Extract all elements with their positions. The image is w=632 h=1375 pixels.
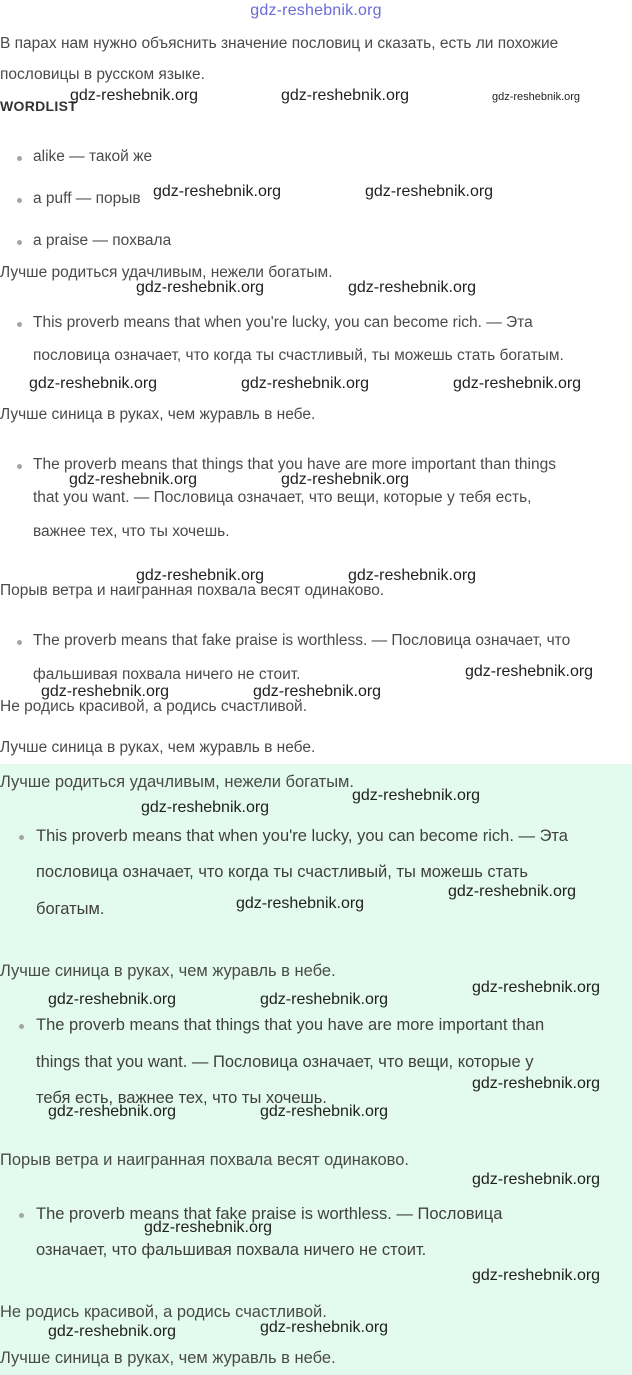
bullet [19,1213,24,1218]
watermark: gdz-reshebnik.org [348,567,477,584]
bullet [17,198,22,203]
proverb-text: фальшивая похвала ничего не стоит. [33,666,301,683]
proverb-text: означает, что фальшивая похвала ничего не стоит. [36,1241,427,1259]
proverb-title: Лучше родиться удачливым, нежели богатым. [0,264,333,281]
watermark: gdz-reshebnik.org [136,567,265,584]
watermark: gdz-reshebnik.org [492,91,581,103]
watermark: gdz-reshebnik.org [253,683,382,700]
proverb-text: богатым. [36,900,105,918]
watermark: gdz-reshebnik.org [465,663,594,680]
watermark: gdz-reshebnik.org [448,883,577,900]
proverb-title: Лучше родиться удачливым, нежели богатым. [0,773,354,791]
watermark: gdz-reshebnik.org [352,787,481,804]
watermark: gdz-reshebnik.org [348,279,477,296]
bullet [19,1024,24,1029]
watermark: gdz-reshebnik.org [453,375,582,392]
watermark: gdz-reshebnik.org [472,1267,601,1284]
proverb-title: Лучше синица в руках, чем журавль в небе. [0,1349,336,1367]
wordlist-title: WORDLIST [0,98,78,114]
watermark: gdz-reshebnik.org [70,87,199,104]
intro-line-2: пословицы в русском языке. [0,66,205,83]
watermark: gdz-reshebnik.org [260,991,389,1008]
watermark: gdz-reshebnik.org [41,683,170,700]
proverb-title: Не родись красивой, а родись счастливой. [0,698,308,715]
proverb-text: The proverb means that fake praise is worthless. — Пословица [36,1205,503,1223]
proverb-text: This proverb means that when you're lucky, you can become rich. — Эта [36,827,568,845]
watermark: gdz-reshebnik.org [144,1219,273,1236]
proverb-title: Лучше синица в руках, чем журавль в небе. [0,739,316,756]
wordlist-item: a puff — порыв [33,190,141,207]
watermark: gdz-reshebnik.org [472,1171,601,1188]
watermark: gdz-reshebnik.org [472,979,601,996]
watermark: gdz-reshebnik.org [48,1323,177,1340]
watermark: gdz-reshebnik.org [141,799,270,816]
proverb-title: Не родись красивой, а родись счастливой. [0,1303,327,1321]
proverb-title: Порыв ветра и наигранная похвала весят одинаково. [0,1151,409,1169]
watermark: gdz-reshebnik.org [153,183,282,200]
bullet [17,156,22,161]
wordlist-item: alike — такой же [33,148,153,165]
intro-line-1: В парах нам нужно объяснить значение пословиц и сказать, есть ли похожие [0,35,559,52]
watermark: gdz-reshebnik.org [365,183,494,200]
watermark: gdz-reshebnik.org [281,471,410,488]
watermark: gdz-reshebnik.org [260,1319,389,1336]
proverb-text: things that you want. — Пословица означает, что вещи, которые у [36,1053,534,1071]
proverb-title: Лучше синица в руках, чем журавль в небе. [0,406,316,423]
watermark: gdz-reshebnik.org [241,375,370,392]
proverb-text: тебя есть, важнее тех, что ты хочешь. [36,1089,327,1107]
watermark: gdz-reshebnik.org [48,991,177,1008]
watermark: gdz-reshebnik.org [281,87,410,104]
site-header: gdz-reshebnik.org [250,2,382,19]
watermark: gdz-reshebnik.org [136,279,265,296]
bullet [17,240,22,245]
proverb-text: пословица означает, что когда ты счастливый, ты можешь стать богатым. [33,347,564,364]
proverb-text: This proverb means that when you're lucky, you can become rich. — Эта [33,314,533,331]
bullet [19,835,24,840]
proverb-text: важнее тех, что ты хочешь. [33,523,230,540]
watermark: gdz-reshebnik.org [472,1075,601,1092]
bullet [17,640,22,645]
proverb-title: Порыв ветра и наигранная похвала весят одинаково. [0,582,385,599]
watermark: gdz-reshebnik.org [29,375,158,392]
proverb-text: The proverb means that fake praise is worthless. — Пословица означает, что [33,632,571,649]
watermark: gdz-reshebnik.org [69,471,198,488]
bullet [17,464,22,469]
watermark: gdz-reshebnik.org [48,1103,177,1120]
wordlist-item: a praise — похвала [33,232,172,249]
watermark: gdz-reshebnik.org [260,1103,389,1120]
proverb-text: пословица означает, что когда ты счастливый, ты можешь стать [36,863,528,881]
proverb-text: The proverb means that things that you have are more important than [36,1016,545,1034]
watermark: gdz-reshebnik.org [236,895,365,912]
proverb-text: The proverb means that things that you have are more important than things [33,456,556,473]
bullet [17,322,22,327]
proverb-title: Лучше синица в руках, чем журавль в небе. [0,962,336,980]
proverb-text: that you want. — Пословица означает, что вещи, которые у тебя есть, [33,489,532,506]
